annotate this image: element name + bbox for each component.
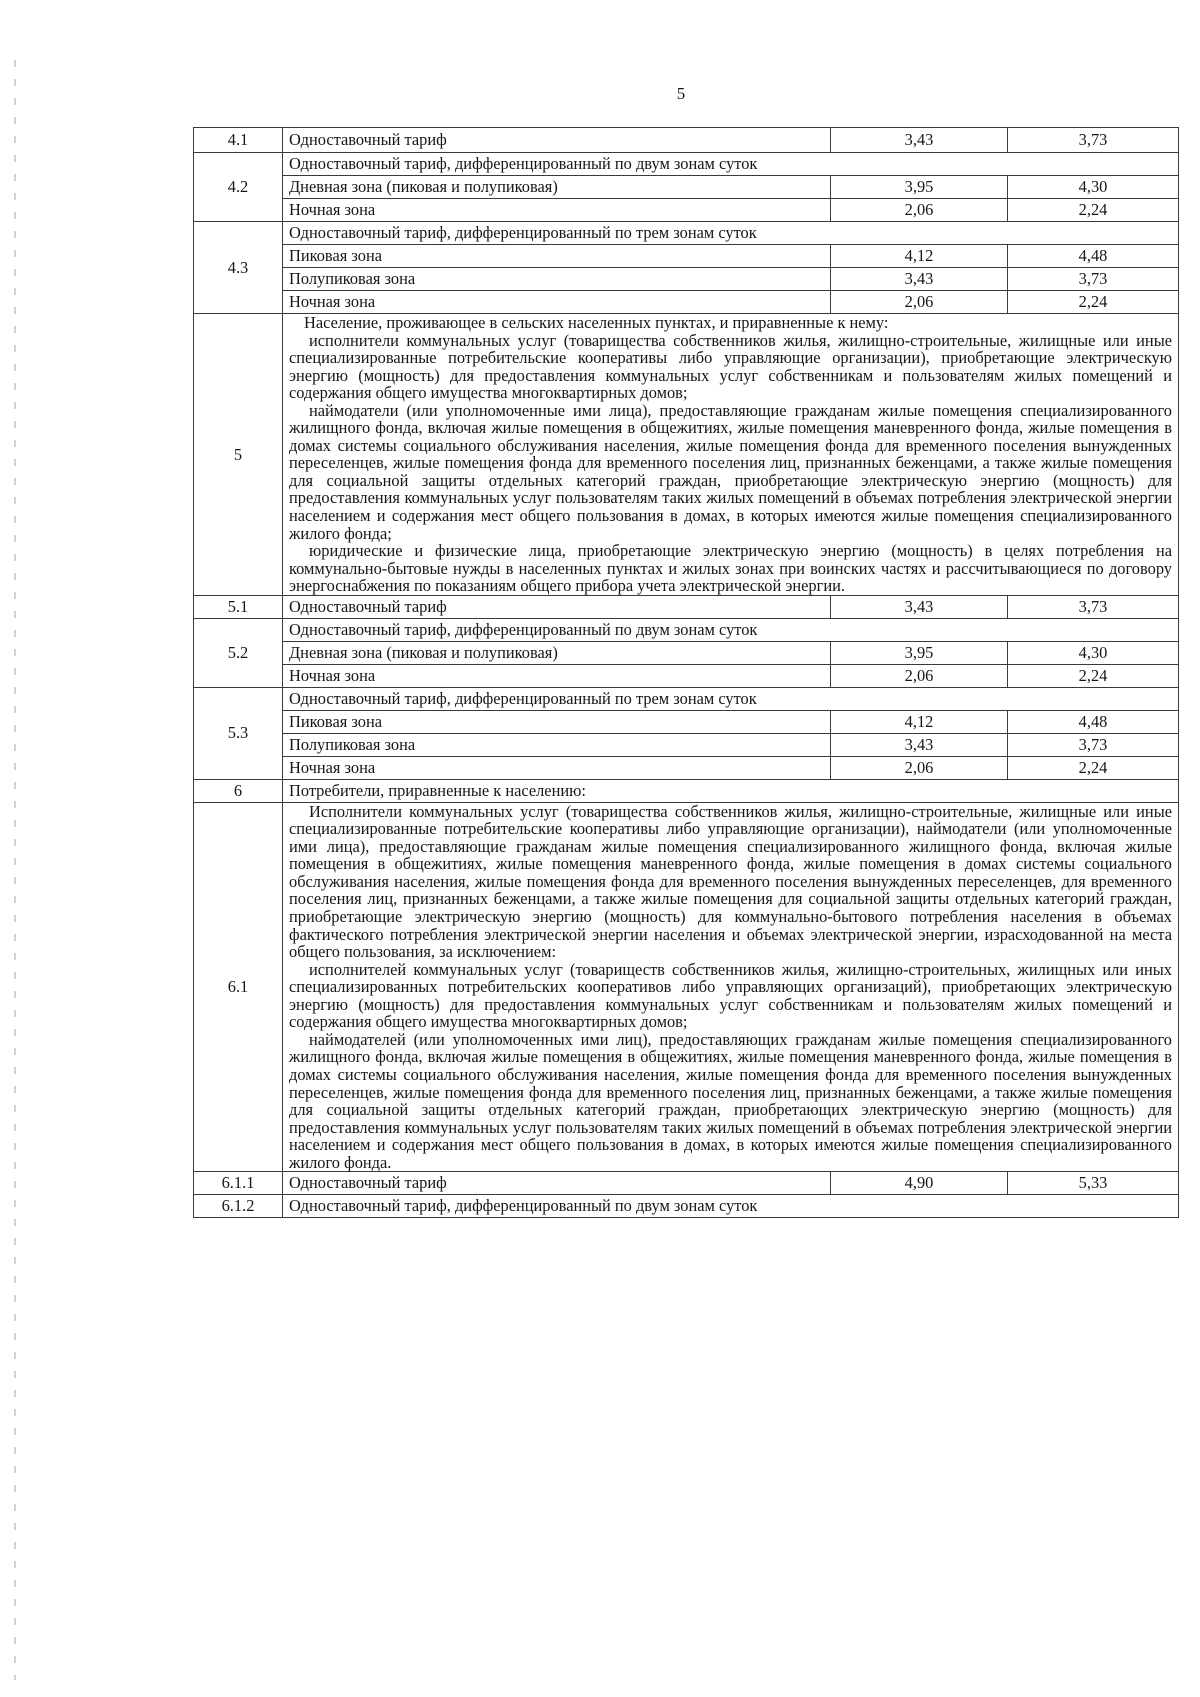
tariff-label: Одноставочный тариф (283, 128, 831, 153)
table-row (194, 153, 1179, 176)
table-row (194, 291, 1179, 314)
tariff-value-1: 2,06 (831, 664, 1008, 687)
paragraph: Исполнители коммунальных услуг (товарищества собственников жилья, жилищно-строительные, жилищные или иные специализированные потребительские кооперативы либо управляющие организации), наймодатели (или уполномоченные ими лица), предоставляющие гражданам жилые помещения специализированного жилищного фонда, включая жилые помещения в общежитиях, жилые помещения маневренного фонда, жилые помещения в домах системы социального обслуживания населения, жилые помещения фонда для временного поселения вынужденных переселенцев, для временного поселения лиц, признанных беженцами, а также жилые помещения для социальной защиты отдельных категорий граждан, приобретающие электрическую энергию (мощность) для коммунально-бытового потребления населения в объемах фактического потребления электрической энергии населения и объемах электрической энергии, израсходованной на места общего пользования, за исключением: (289, 801, 1172, 962)
row-number: 6.1.2 (194, 1195, 283, 1218)
tariff-value-2: 4,30 (1008, 641, 1179, 664)
tariff-value-1: 3,95 (831, 641, 1008, 664)
row-number: 4.1 (194, 128, 283, 153)
tariff-table (193, 127, 1179, 1218)
table-row (194, 733, 1179, 756)
paragraph: наймодатели (или уполномоченные ими лица), предоставляющие гражданам жилые помещения специализированного жилищного фонда, включая жилые помещения в общежитиях, жилые помещения маневренного фонда, жилые помещения в домах системы социального обслуживания населения, жилые помещения фонда для временного поселения вынужденных переселенцев, жилые помещения фонда для временного поселения лиц, признанных беженцами, а также жилые помещения для социальной защиты отдельных категорий граждан, приобретающие электрическую энергию (мощность) для предоставления коммунальных услуг пользователям таких жилых помещений в объемах потребления электрической энергии населением и содержания мест общего пользования в домах, в которых имеются жилые помещения специализированного жилого фонда; (289, 400, 1172, 543)
row-number: 6 (194, 779, 283, 802)
table-row (194, 779, 1179, 802)
paragraph: Население, проживающее в сельских населенных пунктах, и приравненные к нему: (304, 313, 889, 332)
table-row (194, 222, 1179, 245)
zone-label: Полупиковая зона (283, 268, 831, 291)
table-row (194, 176, 1179, 199)
table-row (194, 1172, 1179, 1195)
tariff-value-2: 3,73 (1008, 595, 1179, 618)
tariff-value-1: 2,06 (831, 291, 1008, 314)
zone-label: Дневная зона (пиковая и полупиковая) (283, 176, 831, 199)
tariff-value-1: 4,90 (831, 1172, 1008, 1195)
section-header: Одноставочный тариф, дифференцированный по трем зонам суток (283, 687, 1179, 710)
tariff-value-2: 4,48 (1008, 710, 1179, 733)
paragraph: исполнители коммунальных услуг (товарищества собственников жилья, жилищно-строительные, жилищные или иные специализированные потребительские кооперативы либо управляющие организации), приобретающие электрическую энергию (мощность) для предоставления коммунальных услуг собственникам и пользователям жилых помещений и содержания общего имущества многоквартирных домов; (289, 330, 1172, 403)
section-header: Одноставочный тариф, дифференцированный по двум зонам суток (283, 1195, 1179, 1218)
table-row (194, 595, 1179, 618)
table-row (194, 128, 1179, 153)
tariff-value-2: 3,73 (1008, 733, 1179, 756)
tariff-value-2: 3,73 (1008, 128, 1179, 153)
row-number: 5.3 (194, 687, 283, 779)
tariff-value-1: 3,95 (831, 176, 1008, 199)
paragraph: исполнителей коммунальных услуг (товариществ собственников жилья, жилищно-строительных, жилищных или иных специализированных потребительских кооперативов либо управляющих организаций), приобретающих электрическую энергию (мощность) для предоставления коммунальных услуг собственникам и пользователям жилых помещений и содержания общего имущества многоквартирных домов; (289, 959, 1172, 1032)
section-header: Одноставочный тариф, дифференцированный по двум зонам суток (283, 153, 1179, 176)
row-number: 4.3 (194, 222, 283, 314)
table-row (194, 802, 1179, 1171)
tariff-value-1: 3,43 (831, 733, 1008, 756)
zone-label: Ночная зона (283, 199, 831, 222)
row-number: 5 (194, 314, 283, 596)
table-row (194, 710, 1179, 733)
row-number: 4.2 (194, 153, 283, 222)
tariff-value-2: 2,24 (1008, 291, 1179, 314)
zone-label: Дневная зона (пиковая и полупиковая) (283, 641, 831, 664)
section-header: Одноставочный тариф, дифференцированный по двум зонам суток (283, 618, 1179, 641)
table-row (194, 199, 1179, 222)
tariff-value-2: 2,24 (1008, 199, 1179, 222)
tariff-value-2: 2,24 (1008, 756, 1179, 779)
paragraph: юридические и физические лица, приобретающие электрическую энергию (мощность) в целях потребления на коммунально-бытовые нужды в населенных пунктах и жилых зонах при воинских частях и рассчитывающиеся по договору энергоснабжения по показаниям общего прибора учета электрической энергии. (289, 541, 1172, 596)
table-row (194, 641, 1179, 664)
table-row (194, 618, 1179, 641)
scan-left-edge (14, 60, 16, 1680)
paragraph: наймодателей (или уполномоченных ими лиц), предоставляющих гражданам жилые помещения специализированного жилищного фонда, включая жилые помещения в общежитиях, жилые помещения маневренного фонда, жилые помещения в домах системы социального обслуживания населения, жилые помещения фонда для временного поселения вынужденных переселенцев, жилые помещения фонда для временного поселения лиц, признанных беженцами, а также жилые помещения для социальной защиты отдельных категорий граждан, приобретающих электрическую энергию (мощность) для предоставления коммунальных услуг пользователям таких жилых помещений в объемах потребления электрической энергии населением и содержания мест общего пользования в домах, в которых имеются жилые помещения специализированного жилого фонда. (289, 1029, 1172, 1172)
section-header: Одноставочный тариф, дифференцированный по трем зонам суток (283, 222, 1179, 245)
row-number: 6.1.1 (194, 1172, 283, 1195)
tariff-value-1: 2,06 (831, 199, 1008, 222)
tariff-value-1: 3,43 (831, 595, 1008, 618)
tariff-label: Одноставочный тариф (283, 595, 831, 618)
category-title: Потребители, приравненные к населению: (283, 779, 1179, 802)
table-row (194, 314, 1179, 596)
table-row (194, 664, 1179, 687)
zone-label: Ночная зона (283, 664, 831, 687)
tariff-value-1: 2,06 (831, 756, 1008, 779)
category-description (283, 802, 1179, 1171)
row-number: 6.1 (194, 802, 283, 1171)
zone-label: Пиковая зона (283, 710, 831, 733)
tariff-value-2: 4,30 (1008, 176, 1179, 199)
tariff-value-2: 5,33 (1008, 1172, 1179, 1195)
page-number: 5 (676, 84, 686, 103)
category-description (283, 314, 1179, 596)
tariff-value-1: 4,12 (831, 710, 1008, 733)
table-row (194, 756, 1179, 779)
table-row (194, 268, 1179, 291)
table-row (194, 687, 1179, 710)
tariff-value-1: 4,12 (831, 245, 1008, 268)
zone-label: Пиковая зона (283, 245, 831, 268)
row-number: 5.1 (194, 595, 283, 618)
tariff-value-1: 3,43 (831, 128, 1008, 153)
zone-label: Полупиковая зона (283, 733, 831, 756)
tariff-label: Одноставочный тариф (283, 1172, 831, 1195)
tariff-value-2: 4,48 (1008, 245, 1179, 268)
zone-label: Ночная зона (283, 291, 831, 314)
tariff-value-2: 3,73 (1008, 268, 1179, 291)
row-number: 5.2 (194, 618, 283, 687)
zone-label: Ночная зона (283, 756, 831, 779)
table-row (194, 245, 1179, 268)
tariff-value-2: 2,24 (1008, 664, 1179, 687)
table-row (194, 1195, 1179, 1218)
tariff-value-1: 3,43 (831, 268, 1008, 291)
